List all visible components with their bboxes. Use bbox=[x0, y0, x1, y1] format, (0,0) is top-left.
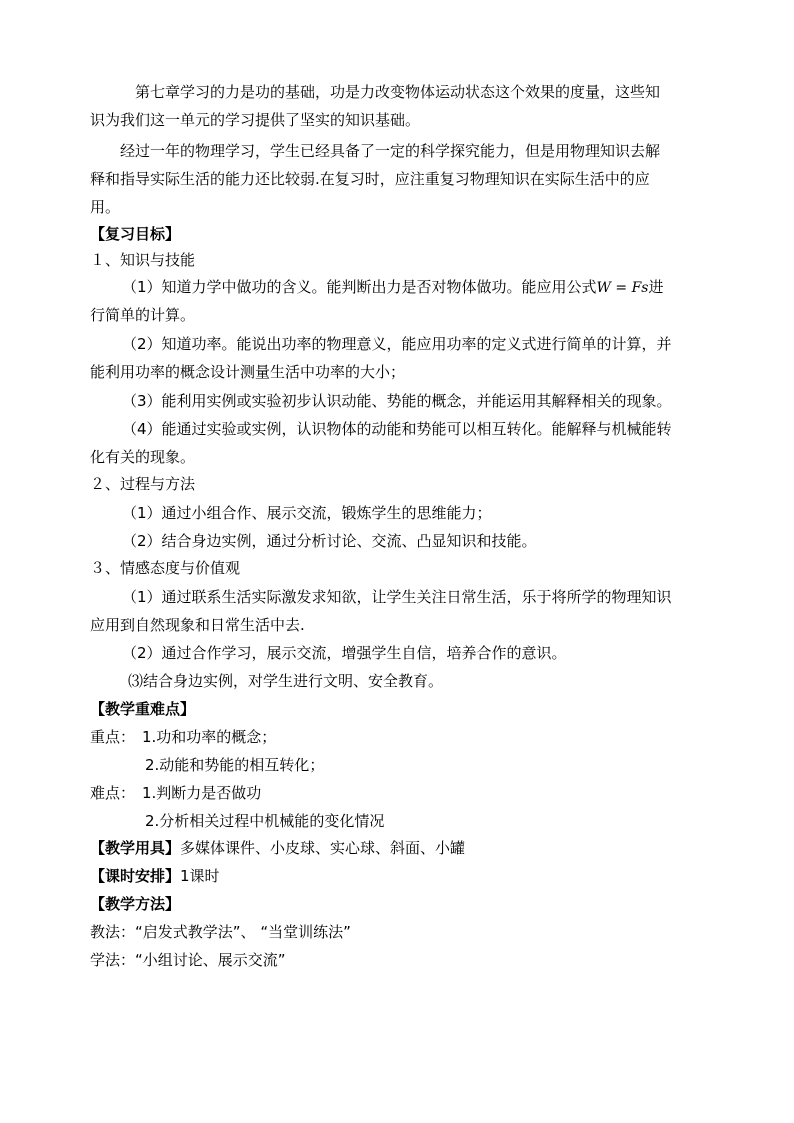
key-points-heading: 【教学重难点】 bbox=[90, 700, 196, 718]
objectives-heading: 【复习目标】 bbox=[90, 225, 181, 243]
teaching-tools-value: 多媒体课件、小皮球、实心球、斜面、小罐 bbox=[180, 839, 466, 857]
knowledge-item-1-text-tail: 进 bbox=[648, 278, 664, 296]
knowledge-item-4-line-2: 化有关的现象。 bbox=[90, 448, 196, 466]
process-methods-title: ２、过程与方法 bbox=[90, 475, 196, 493]
learning-method-line bbox=[90, 950, 286, 970]
schedule-heading: 【课时安排】 bbox=[90, 867, 181, 885]
teaching-tools-line bbox=[90, 838, 465, 858]
schedule-value: 1课时 bbox=[180, 867, 220, 885]
teaching-methods-heading: 【教学方法】 bbox=[90, 895, 181, 913]
teaching-tools-heading: 【教学用具】 bbox=[90, 839, 181, 857]
teaching-method-label: 教法： bbox=[90, 923, 136, 941]
intro-paragraph-2-line-3: 用。 bbox=[90, 198, 121, 216]
learning-method-label: 学法： bbox=[90, 951, 136, 969]
emotion-item-1-line-1: （1）通过联系生活实际激发求知欲，让学生关注日常生活，乐于将所学的物理知识 bbox=[122, 588, 672, 606]
knowledge-item-3: （3）能利用实例或实验初步认识动能、势能的概念，并能运用其解释相关的现象。 bbox=[122, 392, 672, 410]
teaching-method-line bbox=[90, 922, 351, 942]
focus-item-1: 1.功和功率的概念； bbox=[142, 728, 277, 746]
difficulty-item-2: 2.分析相关过程中机械能的变化情况 bbox=[145, 812, 385, 830]
knowledge-item-4-line-1: （4）能通过实验或实例，认识物体的动能和势能可以相互转化。能解释与机械能转 bbox=[122, 420, 672, 438]
emotion-item-3: ⑶结合身边实例，对学生进行文明、安全教育。 bbox=[128, 672, 444, 690]
intro-paragraph-2-line-2: 释和指导实际生活的能力还比较弱.在复习时，应注重复习物理知识在实际生活中的应 bbox=[90, 170, 650, 188]
knowledge-item-1-line-2: 行简单的计算。 bbox=[90, 306, 196, 324]
learning-method-value: “小组讨论、展示交流” bbox=[135, 951, 286, 969]
teaching-method-value: “启发式教学法”、 “当堂训练法” bbox=[135, 923, 351, 941]
knowledge-skills-title: １、知识与技能 bbox=[90, 251, 196, 269]
intro-paragraph-1-line-2: 识为我们这一单元的学习提供了坚实的知识基础。 bbox=[90, 111, 421, 129]
emotion-values-title: ３、情感态度与价值观 bbox=[90, 559, 241, 577]
knowledge-item-1-text: （1）知道力学中做功的含义。能判断出力是否对物体做功。能应用公式 bbox=[122, 278, 597, 296]
work-formula: W = Fs bbox=[596, 280, 649, 296]
difficulty-item-1: 1.判断力是否做功 bbox=[142, 784, 262, 802]
intro-paragraph-2-line-1: 经过一年的物理学习，学生已经具备了一定的科学探究能力，但是用物理知识去解 bbox=[120, 142, 661, 160]
emotion-item-1-line-2: 应用到自然现象和日常生活中去. bbox=[90, 616, 305, 634]
knowledge-item-2-line-1: （2）知道功率。能说出功率的物理意义，能应用功率的定义式进行简单的计算，并 bbox=[122, 335, 672, 353]
focus-item-2: 2.动能和势能的相互转化； bbox=[145, 756, 325, 774]
process-item-2: （2）结合身边实例，通过分析讨论、交流、凸显知识和技能。 bbox=[122, 532, 537, 550]
schedule-line bbox=[90, 866, 220, 886]
difficulty-label: 难点： bbox=[90, 784, 136, 802]
intro-paragraph-1-line-1: 第七章学习的力是功的基础，功是力改变物体运动状态这个效果的度量，这些知 bbox=[135, 83, 661, 101]
knowledge-item-2-line-2: 能利用功率的概念设计测量生活中功率的大小； bbox=[90, 363, 406, 381]
process-item-1: （1）通过小组合作、展示交流，锻炼学生的思维能力； bbox=[122, 504, 492, 522]
emotion-item-2: （2）通过合作学习，展示交流，增强学生自信，培养合作的意识。 bbox=[122, 644, 567, 662]
knowledge-item-1-line-1 bbox=[122, 277, 663, 297]
focus-label: 重点： bbox=[90, 728, 136, 746]
